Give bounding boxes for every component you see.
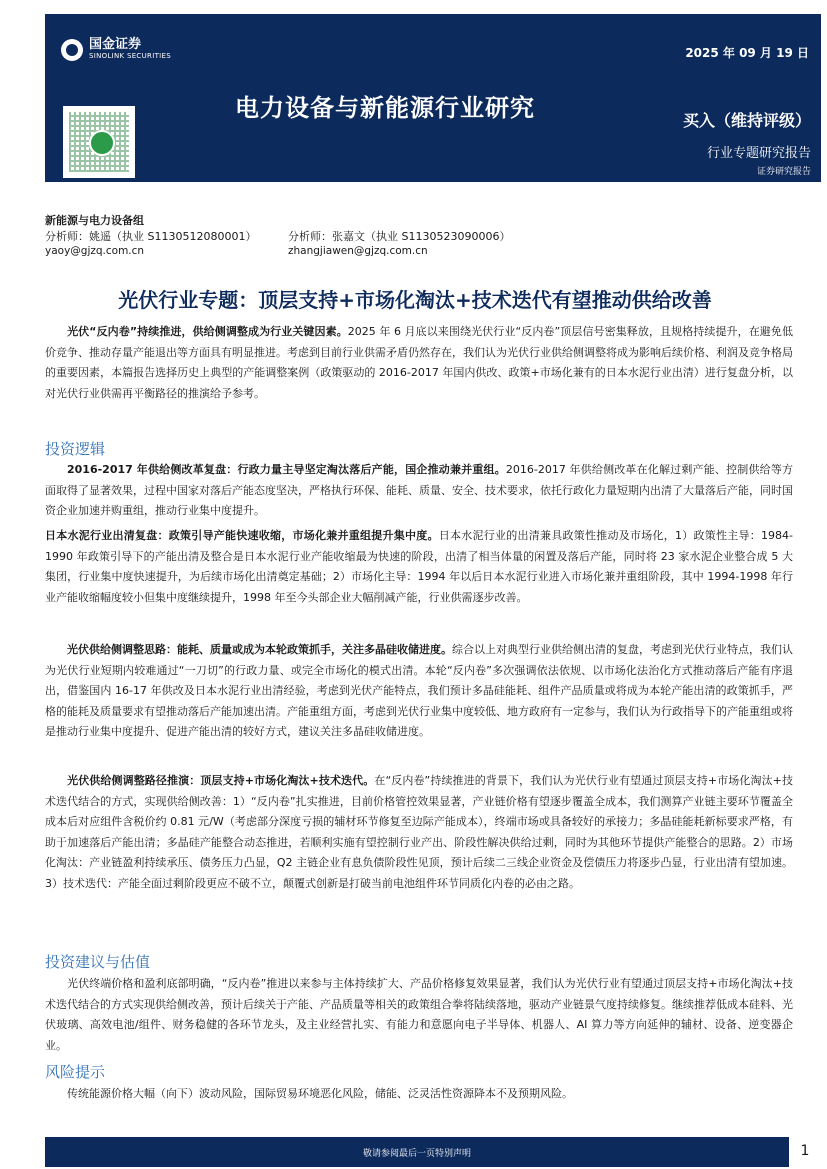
report-title: 光伏行业专题：顶层支持+市场化淘汰+技术迭代有望推动供给改善 bbox=[118, 288, 712, 312]
intro-paragraph bbox=[45, 322, 793, 404]
intro-text: 2025 年 6 月底以来围绕光伏行业“反内卷”顶层信号密集释放，且规格持续提升，在避免低价竞争、推动存量产能退出等方面具有明显推进。考虑到目前行业供需矛盾仍然存在，我们认为光伏行业供给侧调整将成为影响后续价格、利润及竞争格局的重要因素，本篇报告选择历史上典型的产能调整案例（政策驱动的 2016-2017 年国内供改、政策+市场化兼有的日本水泥行业出清）进行复盘分析，以对光伏行业供需再平衡路径的推演给予参考。 bbox=[45, 325, 793, 400]
section-investment-advice: 投资建议与估值 bbox=[45, 953, 151, 971]
research-team: 新能源与电力设备组 bbox=[45, 214, 144, 227]
logo-emblem-icon bbox=[61, 39, 83, 61]
qr-center-badge-icon bbox=[89, 130, 115, 156]
footer-bar bbox=[45, 1137, 789, 1167]
risk-paragraph: 传统能源价格大幅（向下）波动风险，国际贸易环境恶化风险，储能、泛灵活性资源降本不及预期风险。 bbox=[67, 1087, 573, 1100]
rating-label: 买入（维持评级） bbox=[682, 111, 811, 130]
analyst-1-email[interactable]: yaoy@gjzq.com.cn bbox=[45, 245, 145, 257]
qr-code bbox=[63, 106, 135, 178]
analyst-2: 分析师：张嘉文（执业 S1130523090006） bbox=[288, 230, 511, 243]
section-investment-logic: 投资逻辑 bbox=[45, 440, 106, 458]
intro-lead: 光伏“反内卷”持续推进，供给侧调整成为行业关键因素。 bbox=[67, 325, 348, 338]
page-number: 1 bbox=[800, 1143, 810, 1159]
footer-disclaimer[interactable]: 敬请参阅最后一页特别声明 bbox=[362, 1149, 471, 1159]
logic-paragraph-1: 2016-2017 年供给侧改革复盘：行政力量主导坚定淘汰落后产能，国企推动兼并重组。2016-2017 年供给侧改革在化解过剩产能、控制供给等方面取得了显著效果，过程中国家对落后产能态度坚决，严格执行环保、能耗、质量、安全、技术要求，依托行政化力量短期内出清了大量落后产能，同时国资企业加速并购重组，推动行业集中度提升。 bbox=[45, 463, 794, 517]
report-subtype: 证券研究报告 bbox=[756, 167, 811, 177]
logic-paragraph-2: 日本水泥行业出清复盘：政策引导产能快速收缩，市场化兼并重组提升集中度。日本水泥行业的出清兼具政策性推动及市场化，1）政策性主导：1984-1990 年政策引导下的产能出清及整合是日本水泥行业产能收缩最为快速的阶段，出清了相当体量的闲置及落后产能，同时将 23 家水泥企业整合成 5 大集团，行业集中度快速提升，为后续市场化出清奠定基础；2）市场化主导：1994 年以后日本水泥行业进入市场化兼并重组阶段，其中 1994-1998 年行业产能收缩幅度较小但集中度继续提升，1998 年至今头部企业大幅削减产能，行业供需逐步改善。 bbox=[45, 529, 793, 604]
analyst-2-email[interactable]: zhangjiawen@gjzq.com.cn bbox=[288, 245, 428, 257]
analyst-1: 分析师：姚遥（执业 S1130512080001） bbox=[45, 230, 257, 243]
logic-paragraph-4: 光伏供给侧调整路径推演：顶层支持+市场化淘汰+技术迭代。在“反内卷”持续推进的背景下，我们认为光伏行业有望通过顶层支持+市场化淘汰+技术迭代结合的方式，实现供给侧改善：1）“反内卷”扎实推进，目前价格管控效果显著，产业链价格有望逐步覆盖全成本，我们测算产业链主要环节覆盖全成本后对应组件含税价约 0.81 元/W（考虑部分深度亏损的辅材环节修复至边际产能成本），终端市场或具备较好的承接力；多晶硅能耗新标要求严格，有助于加速落后产能出清；多晶硅产能整合动态推进，若顺利实施有望控制行业产出、阶段性解决供给过剩，同时为其他环节提供产能整合的思路。2）市场化淘汰：产业链盈利持续承压、债务压力凸显，Q2 主链企业有息负债阶段性见顶，预计后续二三线企业资金及偿债压力将逐步凸显，行业出清有望加速。3）技术迭代：产能全面过剩阶段更应不破不立，颠覆式创新是打破当前电池组件环节同质化内卷的必由之路。 bbox=[45, 774, 793, 890]
company-logo bbox=[61, 38, 171, 61]
industry-title: 电力设备与新能源行业研究 bbox=[235, 94, 535, 122]
logic-paragraph-3: 光伏供给侧调整思路：能耗、质量或成为本轮政策抓手，关注多晶硅收储进度。综合以上对典型行业供给侧出清的复盘，考虑到光伏行业特点，我们认为光伏行业短期内较难通过“一刀切”的行政力量、或完全市场化的模式出清。本轮“反内卷”多次强调依法依规、以市场化法治化方式推动落后产能有序退出，借鉴国内 16-17 年供改及日本水泥行业出清经验，考虑到光伏产能特点，我们预计多晶硅能耗、组件产品质量或将成为本轮产能出清的政策抓手，严格的能耗及质量要求有望推动落后产能加速出清。产能重组方面，考虑到光伏行业集中度较低、地方政府有一定参与，我们认为行政指导下的产能重组或将是推动行业集中度提升、促进产能出清的较好方式，建议关注多晶硅收储进度。 bbox=[45, 643, 793, 738]
report-date: 2025 年 09 月 19 日 bbox=[685, 46, 809, 60]
logo-english-name: SINOLINK SECURITIES bbox=[89, 52, 171, 60]
section-risk: 风险提示 bbox=[45, 1063, 106, 1081]
report-type: 行业专题研究报告 bbox=[706, 146, 811, 161]
advice-paragraph: 光伏终端价格和盈利底部明确，“反内卷”推进以来参与主体持续扩大、产品价格修复效果显著，我们认为光伏行业有望通过顶层支持+市场化淘汰+技术迭代结合的方式实现供给侧改善，预计后续关于产能、产品质量等相关的政策组合拳将陆续落地，驱动产业链景气度持续修复。继续推荐低成本硅料、光伏玻璃、高效电池/组件、财务稳健的各环节龙头，及主业经营扎实、有能力和意愿向电子半导体、机器人、AI 算力等方向延伸的辅材、设备、逆变器企业。 bbox=[45, 977, 793, 1052]
logo-chinese-name: 国金证券 bbox=[89, 37, 142, 52]
report-header-banner bbox=[45, 14, 821, 182]
